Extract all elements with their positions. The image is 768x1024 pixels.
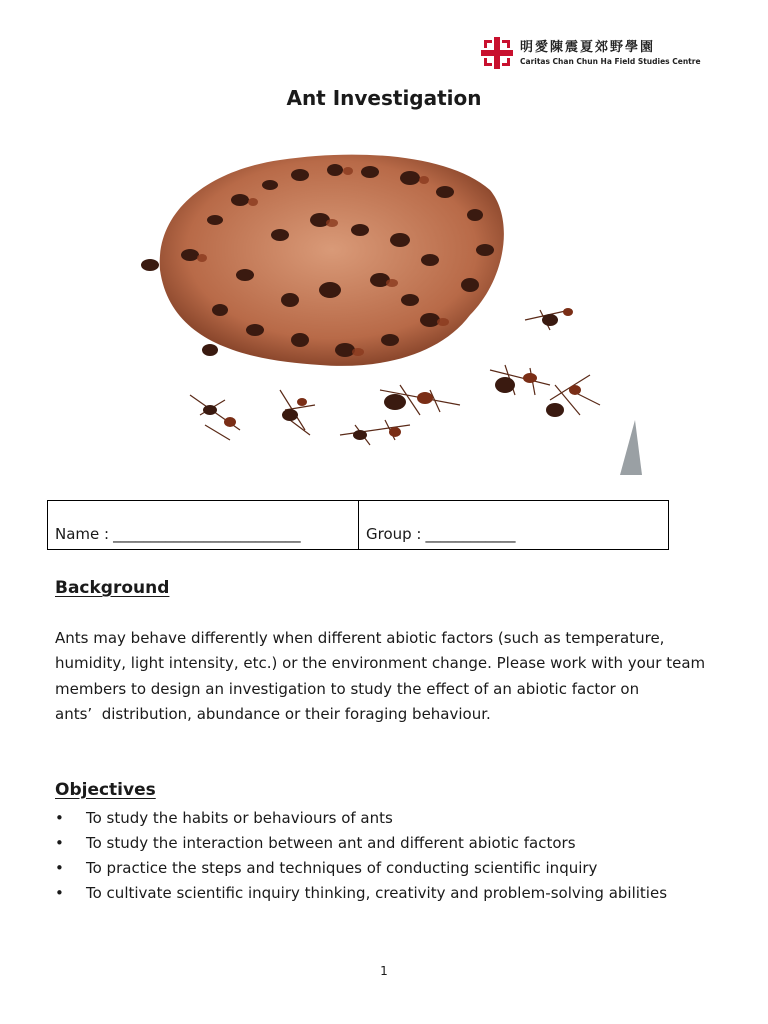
bullet-icon: •	[55, 884, 64, 902]
logo-chinese-name: 明愛陳震夏郊野學園	[520, 39, 656, 55]
student-info-table	[47, 500, 669, 550]
background-line: ants’ distribution, abundance or their foraging behaviour.	[55, 704, 491, 723]
list-item	[55, 806, 667, 831]
objective-text: To study the habits or behaviours of ants	[86, 809, 393, 827]
list-item	[55, 881, 667, 906]
objectives-heading: Objectives	[55, 780, 156, 800]
background-heading: Background	[55, 578, 170, 598]
background-line: members to design an investigation to study the effect of an abiotic factor on	[55, 679, 640, 698]
list-item	[55, 831, 667, 856]
objective-text: To study the interaction between ant and different abiotic factors	[86, 834, 576, 852]
background-line: humidity, light intensity, etc.) or the environment change. Please work with your team	[55, 654, 706, 673]
background-line: Ants may behave differently when different abiotic factors (such as temperature,	[55, 629, 665, 647]
bullet-icon: •	[55, 809, 64, 827]
page-number: 1	[380, 964, 388, 978]
objective-text: To cultivate scientific inquiry thinking, creativity and problem-solving abilities	[86, 884, 668, 902]
ants-on-food-photo	[130, 140, 650, 480]
header-logo	[480, 36, 701, 70]
name-field[interactable]	[48, 501, 359, 549]
group-label: Group :	[366, 525, 422, 543]
bullet-icon: •	[55, 859, 64, 877]
background-paragraph	[55, 626, 715, 727]
name-blank[interactable]: _________________________	[113, 525, 301, 543]
list-item	[55, 856, 667, 881]
page-title: Ant Investigation	[286, 86, 482, 110]
group-field[interactable]	[359, 501, 668, 549]
objectives-list	[55, 806, 667, 906]
bullet-icon: •	[55, 834, 64, 852]
name-label: Name :	[55, 525, 110, 543]
objective-text: To practice the steps and techniques of conducting scientific inquiry	[86, 859, 598, 877]
caritas-cross-icon	[480, 36, 514, 70]
group-blank[interactable]: ____________	[425, 525, 516, 543]
logo-english-name: Caritas Chan Chun Ha Field Studies Centre	[520, 56, 701, 66]
